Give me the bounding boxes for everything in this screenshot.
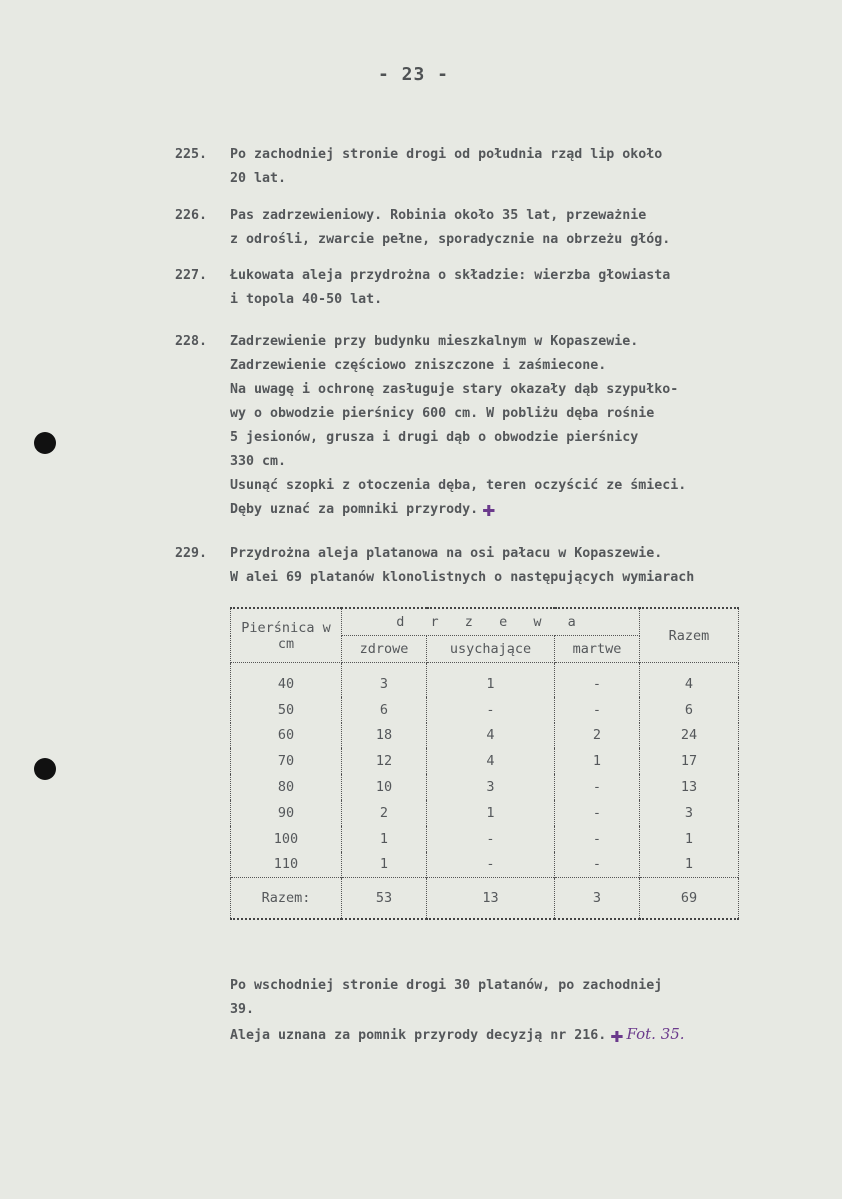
cell-total-martwe: 3 <box>555 878 640 920</box>
cell-zdrowe: 12 <box>342 748 427 774</box>
entry-text <box>230 330 686 522</box>
trees-table <box>230 607 739 920</box>
entry-number: 226. <box>175 208 208 223</box>
stamp-cross-mark: ✚ <box>482 497 496 522</box>
cell-zdrowe: 1 <box>342 826 427 852</box>
text-line: z odrośli, zwarcie pełne, sporadycznie na obrzeżu głóg. <box>230 232 671 247</box>
cell-martwe: - <box>555 663 640 697</box>
cell-zdrowe: 18 <box>342 723 427 749</box>
entry-text <box>230 143 662 191</box>
cell-total-zdrowe: 53 <box>342 878 427 920</box>
cell-razem: 4 <box>640 663 739 697</box>
cell-razem: 17 <box>640 748 739 774</box>
cell-razem: 3 <box>640 800 739 826</box>
entry-number: 229. <box>175 546 208 561</box>
entry-text <box>230 204 670 252</box>
cell-martwe: - <box>555 774 640 800</box>
text-line: Pas zadrzewieniowy. Robinia około 35 lat, przeważnie <box>230 208 647 223</box>
text-line: Zadrzewienie przy budynku mieszkalnym w Kopaszewie. <box>230 334 639 349</box>
cell-razem: 6 <box>640 697 739 723</box>
cell-razem: 1 <box>640 826 739 852</box>
cell-usychajace: - <box>427 852 555 878</box>
cell-zdrowe: 3 <box>342 663 427 697</box>
cell-zdrowe: 10 <box>342 774 427 800</box>
cell-piersnica: 80 <box>231 774 342 800</box>
cell-total-razem: 69 <box>640 878 739 920</box>
text-line: Przydrożna aleja platanowa na osi pałacu w Kopaszewie. <box>230 546 663 561</box>
cell-martwe: - <box>555 826 640 852</box>
header-piersnica: Pierśnica w cm <box>231 608 342 663</box>
cell-martwe: 1 <box>555 748 640 774</box>
header-razem: Razem <box>640 608 739 663</box>
text-line: W alei 69 platanów klonolistnych o następujących wymiarach <box>230 570 695 585</box>
text-line: i topola 40-50 lat. <box>230 292 383 307</box>
table-row <box>231 852 739 878</box>
header-martwe: martwe <box>555 636 640 663</box>
text-line: Łukowata aleja przydrożna o składzie: wierzba głowiasta <box>230 268 671 283</box>
text-line: Zadrzewienie częściowo zniszczone i zaśmiecone. <box>230 358 607 373</box>
table-total-row <box>231 878 739 920</box>
text-line: 330 cm. <box>230 454 287 469</box>
text-line <box>230 1022 685 1048</box>
cell-razem: 24 <box>640 723 739 749</box>
punch-hole-top <box>34 432 56 454</box>
cell-zdrowe: 2 <box>342 800 427 826</box>
cell-martwe: 2 <box>555 723 640 749</box>
handwritten-photo-note: Fot. 35. <box>626 1025 685 1043</box>
entry-number: 225. <box>175 147 208 162</box>
text-line: Na uwagę i ochronę zasługuje stary okazały dąb szypułko- <box>230 382 679 397</box>
text-line: wy o obwodzie pierśnicy 600 cm. W pobliżu dęba rośnie <box>230 406 655 421</box>
text-line: Usunąć szopki z otoczenia dęba, teren oczyścić ze śmieci. <box>230 478 687 493</box>
cell-usychajace: 1 <box>427 663 555 697</box>
text-line-content: Dęby uznać za pomniki przyrody. <box>230 502 479 517</box>
cell-piersnica: 70 <box>231 748 342 774</box>
header-zdrowe: zdrowe <box>342 636 427 663</box>
entry-text <box>230 264 670 312</box>
text-line: Po zachodniej stronie drogi od południa rząd lip około <box>230 147 663 162</box>
cell-usychajace: - <box>427 826 555 852</box>
cell-piersnica: 100 <box>231 826 342 852</box>
table-row <box>231 697 739 723</box>
text-line: 39. <box>230 1002 255 1017</box>
header-usychajace: usychające <box>427 636 555 663</box>
punch-hole-bottom <box>34 758 56 780</box>
table-row <box>231 663 739 697</box>
cell-zdrowe: 1 <box>342 852 427 878</box>
table-row <box>231 748 739 774</box>
cell-razem: 1 <box>640 852 739 878</box>
cell-usychajace: - <box>427 697 555 723</box>
table-row <box>231 826 739 852</box>
cell-piersnica: 40 <box>231 663 342 697</box>
entry-number: 227. <box>175 268 208 283</box>
cell-usychajace: 4 <box>427 723 555 749</box>
cell-martwe: - <box>555 800 640 826</box>
entry-text <box>230 974 685 1048</box>
cell-usychajace: 1 <box>427 800 555 826</box>
text-line-content: Aleja uznana za pomnik przyrody decyzją nr 216. <box>230 1028 607 1043</box>
cell-razem: 13 <box>640 774 739 800</box>
entry-number: 228. <box>175 334 208 349</box>
cell-total-label: Razem: <box>231 878 342 920</box>
entry-text <box>230 542 694 590</box>
cell-piersnica: 110 <box>231 852 342 878</box>
cell-piersnica: 60 <box>231 723 342 749</box>
cell-martwe: - <box>555 697 640 723</box>
table-row <box>231 723 739 749</box>
cell-zdrowe: 6 <box>342 697 427 723</box>
cell-martwe: - <box>555 852 640 878</box>
cell-usychajace: 4 <box>427 748 555 774</box>
table-row <box>231 774 739 800</box>
text-line: 20 lat. <box>230 171 287 186</box>
cell-piersnica: 90 <box>231 800 342 826</box>
stamp-cross-mark: ✚ <box>610 1023 624 1048</box>
text-line <box>230 498 686 522</box>
cell-total-usychajace: 13 <box>427 878 555 920</box>
cell-piersnica: 50 <box>231 697 342 723</box>
text-line: 5 jesionów, grusza i drugi dąb o obwodzie pierśnicy <box>230 430 639 445</box>
page-number: - 23 - <box>378 64 450 85</box>
header-drzewa: d r z e w a <box>342 608 640 636</box>
text-line: Po wschodniej stronie drogi 30 platanów, po zachodniej <box>230 978 663 993</box>
cell-usychajace: 3 <box>427 774 555 800</box>
table-row <box>231 800 739 826</box>
